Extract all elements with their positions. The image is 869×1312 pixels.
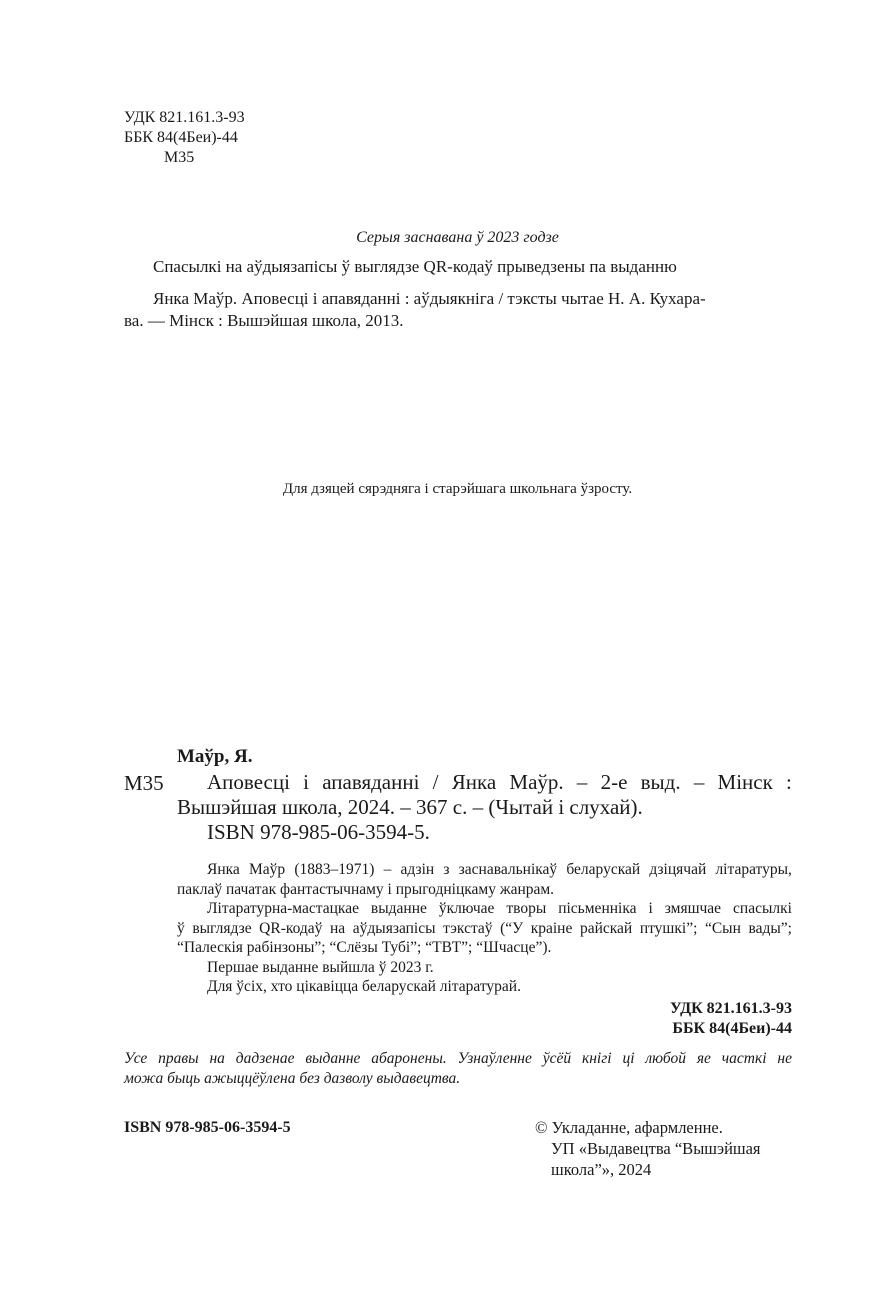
word: змяшчае <box>664 900 722 917</box>
card-isbn: ISBN 978-985-06-3594-5. <box>207 820 430 844</box>
annotation-line <box>177 919 792 939</box>
word: райскай <box>579 919 633 937</box>
udk-code: УДК 821.161.3-93 <box>669 1000 792 1017</box>
word: беларускай <box>566 861 641 878</box>
word: спасылкі <box>733 900 792 917</box>
word: часткі <box>721 1050 767 1067</box>
copyright-line: © Укладанне, афармленне. <box>535 1118 723 1137</box>
audio-reference <box>124 288 792 332</box>
series-note: Серыя заснавана ў 2023 годзе <box>356 229 559 246</box>
word: і <box>303 770 309 794</box>
word: Аповесці <box>207 770 290 794</box>
word: Маўр. <box>509 770 564 794</box>
word: ўключае <box>438 900 495 917</box>
word: вады”; <box>748 919 792 937</box>
annotation-line: Для ўсіх, хто цікавіцца беларускай літаратурай. <box>207 978 521 995</box>
bbk-code: ББК 84(4Беи)-44 <box>124 129 238 146</box>
word: ўсёй <box>542 1050 572 1067</box>
word: 2-е <box>600 770 628 794</box>
rights-notice <box>124 1049 792 1089</box>
annotation <box>177 860 792 997</box>
word: яе <box>696 1050 711 1067</box>
copyright-line: УП «Выдавецтва “Вышэйшая <box>551 1139 761 1158</box>
annotation-line: “Палескія рабінзоны”; “Слёзы Тубі”; “ТВТ”; “Шчасце”). <box>177 939 552 956</box>
author-mark: М35 <box>164 149 195 166</box>
word: правы <box>158 1050 199 1067</box>
card-title-line <box>177 770 792 795</box>
audio-reference-line: Янка Маўр. Аповесці і апавяданні : аўдыякніга / тэксты чытае Н. А. Кухара- <box>153 289 706 308</box>
word: Літаратурна-мастацкае <box>207 900 359 917</box>
rights-line <box>124 1049 792 1069</box>
word: “Сын <box>704 919 741 937</box>
annotation-line <box>177 899 792 919</box>
word: аўдыязапісы <box>352 919 436 937</box>
word: / <box>432 770 439 794</box>
word: – <box>576 770 588 794</box>
bbk-code: ББК 84(4Беи)-44 <box>672 1020 792 1037</box>
word: – <box>383 861 392 878</box>
word: на <box>209 1050 225 1067</box>
word: не <box>777 1050 792 1067</box>
annotation-line: паклаў пачатак фантастычнаму і прыгодніцкаму жанрам. <box>177 880 555 898</box>
word: кнігі <box>581 1050 612 1067</box>
card-title <box>177 770 792 845</box>
word: Узнаўленне <box>457 1050 532 1067</box>
annotation-line <box>177 860 792 880</box>
bottom-classification <box>670 999 792 1039</box>
word: выданне <box>305 1050 361 1067</box>
word: пісьменніка <box>558 900 637 917</box>
audience-note: Для дзяцей сярэдняга і старэйшага школьнага ўзросту. <box>282 481 633 497</box>
copyright-notice <box>535 1117 761 1180</box>
word: апавяданні <box>322 770 420 794</box>
word: выд. <box>640 770 681 794</box>
word: : <box>786 770 792 794</box>
word: тэкстаў <box>443 919 493 937</box>
word: краіне <box>530 919 573 937</box>
word: на <box>330 919 346 937</box>
word: Янка <box>207 861 240 878</box>
annotation-line: Першае выданне выйшла ў 2023 г. <box>207 958 434 976</box>
word: з <box>443 861 450 878</box>
word: творы <box>506 900 547 917</box>
word: любой <box>645 1050 686 1067</box>
word: абаронены. <box>371 1050 447 1067</box>
card-index: М35 <box>124 771 164 795</box>
word: адзін <box>400 861 435 878</box>
card-author: Маўр, Я. <box>177 746 253 767</box>
word: QR-кодаў <box>259 919 323 937</box>
word: Янка <box>451 770 497 794</box>
word: выданне <box>370 900 427 917</box>
word: птушкі”; <box>639 919 698 937</box>
word: выглядзе <box>192 919 252 937</box>
word: Мінск <box>717 770 773 794</box>
audio-reference-line: ва. — Мінск : Вышэйшая школа, 2013. <box>124 311 404 330</box>
word: літаратуры, <box>715 861 792 878</box>
word: Усе <box>124 1050 148 1067</box>
word: ці <box>622 1050 635 1067</box>
card-title-line: Вышэйшая школа, 2024. – 367 с. – (Чытай і слухай). <box>177 795 643 819</box>
word: Маўр <box>248 861 286 878</box>
top-classification <box>124 108 245 168</box>
word: дзіцячай <box>649 861 707 878</box>
copyright-line: школа”», 2024 <box>551 1160 652 1179</box>
word: ў <box>177 919 185 937</box>
word: заснавальнікаў <box>458 861 558 878</box>
isbn: ISBN 978-985-06-3594-5 <box>124 1119 291 1136</box>
udk-code: УДК 821.161.3-93 <box>124 109 245 126</box>
word: дадзенае <box>235 1050 295 1067</box>
rights-line: можа быць ажыццёўлена без дазволу выдавецтва. <box>124 1070 461 1087</box>
word: і <box>648 900 653 917</box>
word: (“У <box>500 919 524 937</box>
word: (1883–1971) <box>294 861 375 878</box>
word: – <box>693 770 705 794</box>
qr-note: Спасылкі на аўдыязапісы ў выглядзе QR-кодаў прыведзены па выданню <box>153 257 677 276</box>
